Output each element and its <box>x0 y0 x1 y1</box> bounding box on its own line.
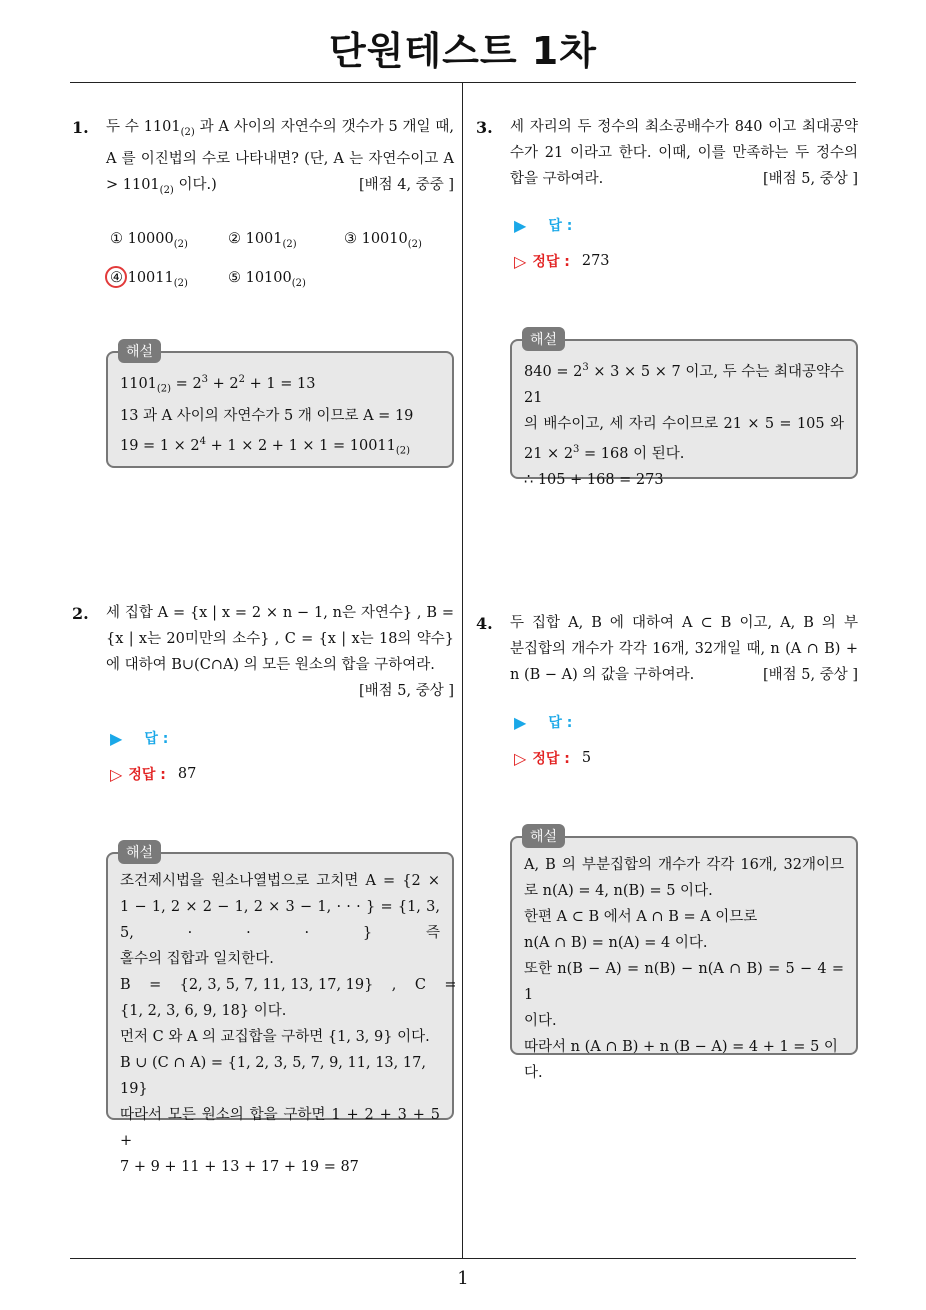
top-rule <box>70 82 856 83</box>
play-triangle-icon: ▶ <box>514 215 527 235</box>
outline-triangle-icon: ▷ <box>110 764 123 784</box>
q2-score: [배점 5, 중상 ] <box>358 683 454 699</box>
column-divider <box>462 82 463 1258</box>
q4-explanation-box: A, B 의 부분집합의 개수가 각각 16개, 32개이므 로 n(A) = 4, n(B) = 5 이다. 한편 A ⊂ B 에서 A ∩ B = A 이므로 n(A ∩ B) = n(A) = 4 이다. 또한 n(B − A) = n(B) − n(A ∩ B) = 5 − 4 = 1 이다. 따라서 n (A ∩ B) + n (B − A) = 4 + 1 = 5 이다. <box>510 836 858 1055</box>
q1-score: [배점 4, 중중 ] <box>358 176 454 193</box>
q2-text: 세 집합 A = {x | x = 2 × n − 1, n은 자연수} , B = {x | x는 20미만의 소수} , C = {x | x는 18의 약수} 에 대하여 B∪(C∩A) 의 모든 원소의 합을 구하여라. [배점 5, 중상 ] <box>106 600 454 704</box>
q2-explanation-tag: 해설 <box>118 840 161 864</box>
outline-triangle-icon: ▷ <box>514 251 527 271</box>
q3-explanation-tag: 해설 <box>522 327 565 351</box>
q1-explanation-tag: 해설 <box>118 339 161 363</box>
q1-choice-4[interactable]: ④ $10011_{(2)}$ <box>110 270 188 289</box>
play-triangle-icon: ▶ <box>110 728 123 748</box>
q1-text: 두 수 $1101_{(2)}$ 과 A 사이의 자연수의 갯수가 5 개일 때, A 를 이진법의 수로 나타내면? (단, A 는 자연수이고 $A > 1101_{(2)}$ 이다.) [배점 4, 중중 ] <box>106 114 454 204</box>
q2-number: 2. <box>72 604 89 623</box>
q3-number: 3. <box>476 118 493 137</box>
q2-correct-value: 87 <box>177 766 197 782</box>
bottom-rule <box>70 1258 856 1259</box>
q4-explanation-tag: 해설 <box>522 824 565 848</box>
outline-triangle-icon: ▷ <box>514 748 527 768</box>
q3-answer-row: ▶ 답 : <box>514 215 573 235</box>
q4-number: 4. <box>476 614 493 633</box>
q3-score: [배점 5, 중상 ] <box>762 171 858 187</box>
q1-number: 1. <box>72 118 89 137</box>
q3-text: 세 자리의 두 정수의 최소공배수가 840 이고 최대공약 수가 21 이라고 한다. 이때, 이를 만족하는 두 정수의 합을 구하여라. [배점 5, 중상 ] <box>510 114 858 192</box>
q3-correct-value: 273 <box>581 253 610 269</box>
q4-correct-row: ▷ 정답 : 5 <box>514 748 592 768</box>
q1-choice-1[interactable]: ① $10000_{(2)}$ <box>110 231 188 250</box>
page-number: 1 <box>457 1268 469 1289</box>
page-title: 단원테스트 1차 <box>329 29 597 73</box>
q2-explanation-box: 조건제시법을 원소나열법으로 고치면 A = {2 × 1 − 1, 2 × 2 − 1, 2 × 3 − 1, · · · } = {1, 3, 5, · · · } 즉 홀수의 집합과 일치한다. B = {2, 3, 5, 7, 11, 13, 17, 19} , C = {1, 2, 3, 6, 9, 18} 이다. 먼저 C 와 A 의 교집합을 구하면 {1, 3, 9} 이다. B ∪ (C ∩ A) = {1, 2, 3, 5, 7, 9, 11, 13, 17, 19} 따라서 모든 원소의 합을 구하면 1 + 2 + 3 + 5 + 7 + 9 + 11 + 13 + 17 + 19 = 87 <box>106 852 454 1120</box>
q2-answer-row: ▶ 답 : <box>110 728 169 748</box>
q4-text: 두 집합 A, B 에 대하여 A ⊂ B 이고, A, B 의 부 분집합의 개수가 각각 16개, 32개일 때, n (A ∩ B) + n (B − A) 의 값을 구하여라. [배점 5, 중상 ] <box>510 610 858 688</box>
q2-correct-row: ▷ 정답 : 87 <box>110 764 197 784</box>
q4-correct-value: 5 <box>581 750 592 766</box>
q1-choice-3[interactable]: ③ $10010_{(2)}$ <box>344 231 422 250</box>
q4-score: [배점 5, 중상 ] <box>762 667 858 683</box>
q1-choice-5[interactable]: ⑤ $10100_{(2)}$ <box>228 270 306 289</box>
play-triangle-icon: ▶ <box>514 712 527 732</box>
q4-answer-row: ▶ 답 : <box>514 712 573 732</box>
q3-explanation-box: $840 = 2^3 \times 3 \times 5 \times 7$ 이고, 두 수는 최대공약수 21 의 배수이고, 세 자리 수이므로 21 × 5 = 105 와 $21 \times 2^3 = 168$ 이 된다. ∴ 105 + 168 = 273 <box>510 339 858 479</box>
q1-choice-2[interactable]: ② $1001_{(2)}$ <box>228 231 297 250</box>
q3-correct-row: ▷ 정답 : 273 <box>514 251 610 271</box>
q1-explanation-box: $1101_{(2)} = 2^3 + 2^2 + 1 = 13$ 13 과 A 사이의 자연수가 5 개 이므로 A = 19 $19 = 1 \times 2^4 + 1 \times 2 + 1 \times 1 = 10011_{(2)}$ <box>106 351 454 468</box>
